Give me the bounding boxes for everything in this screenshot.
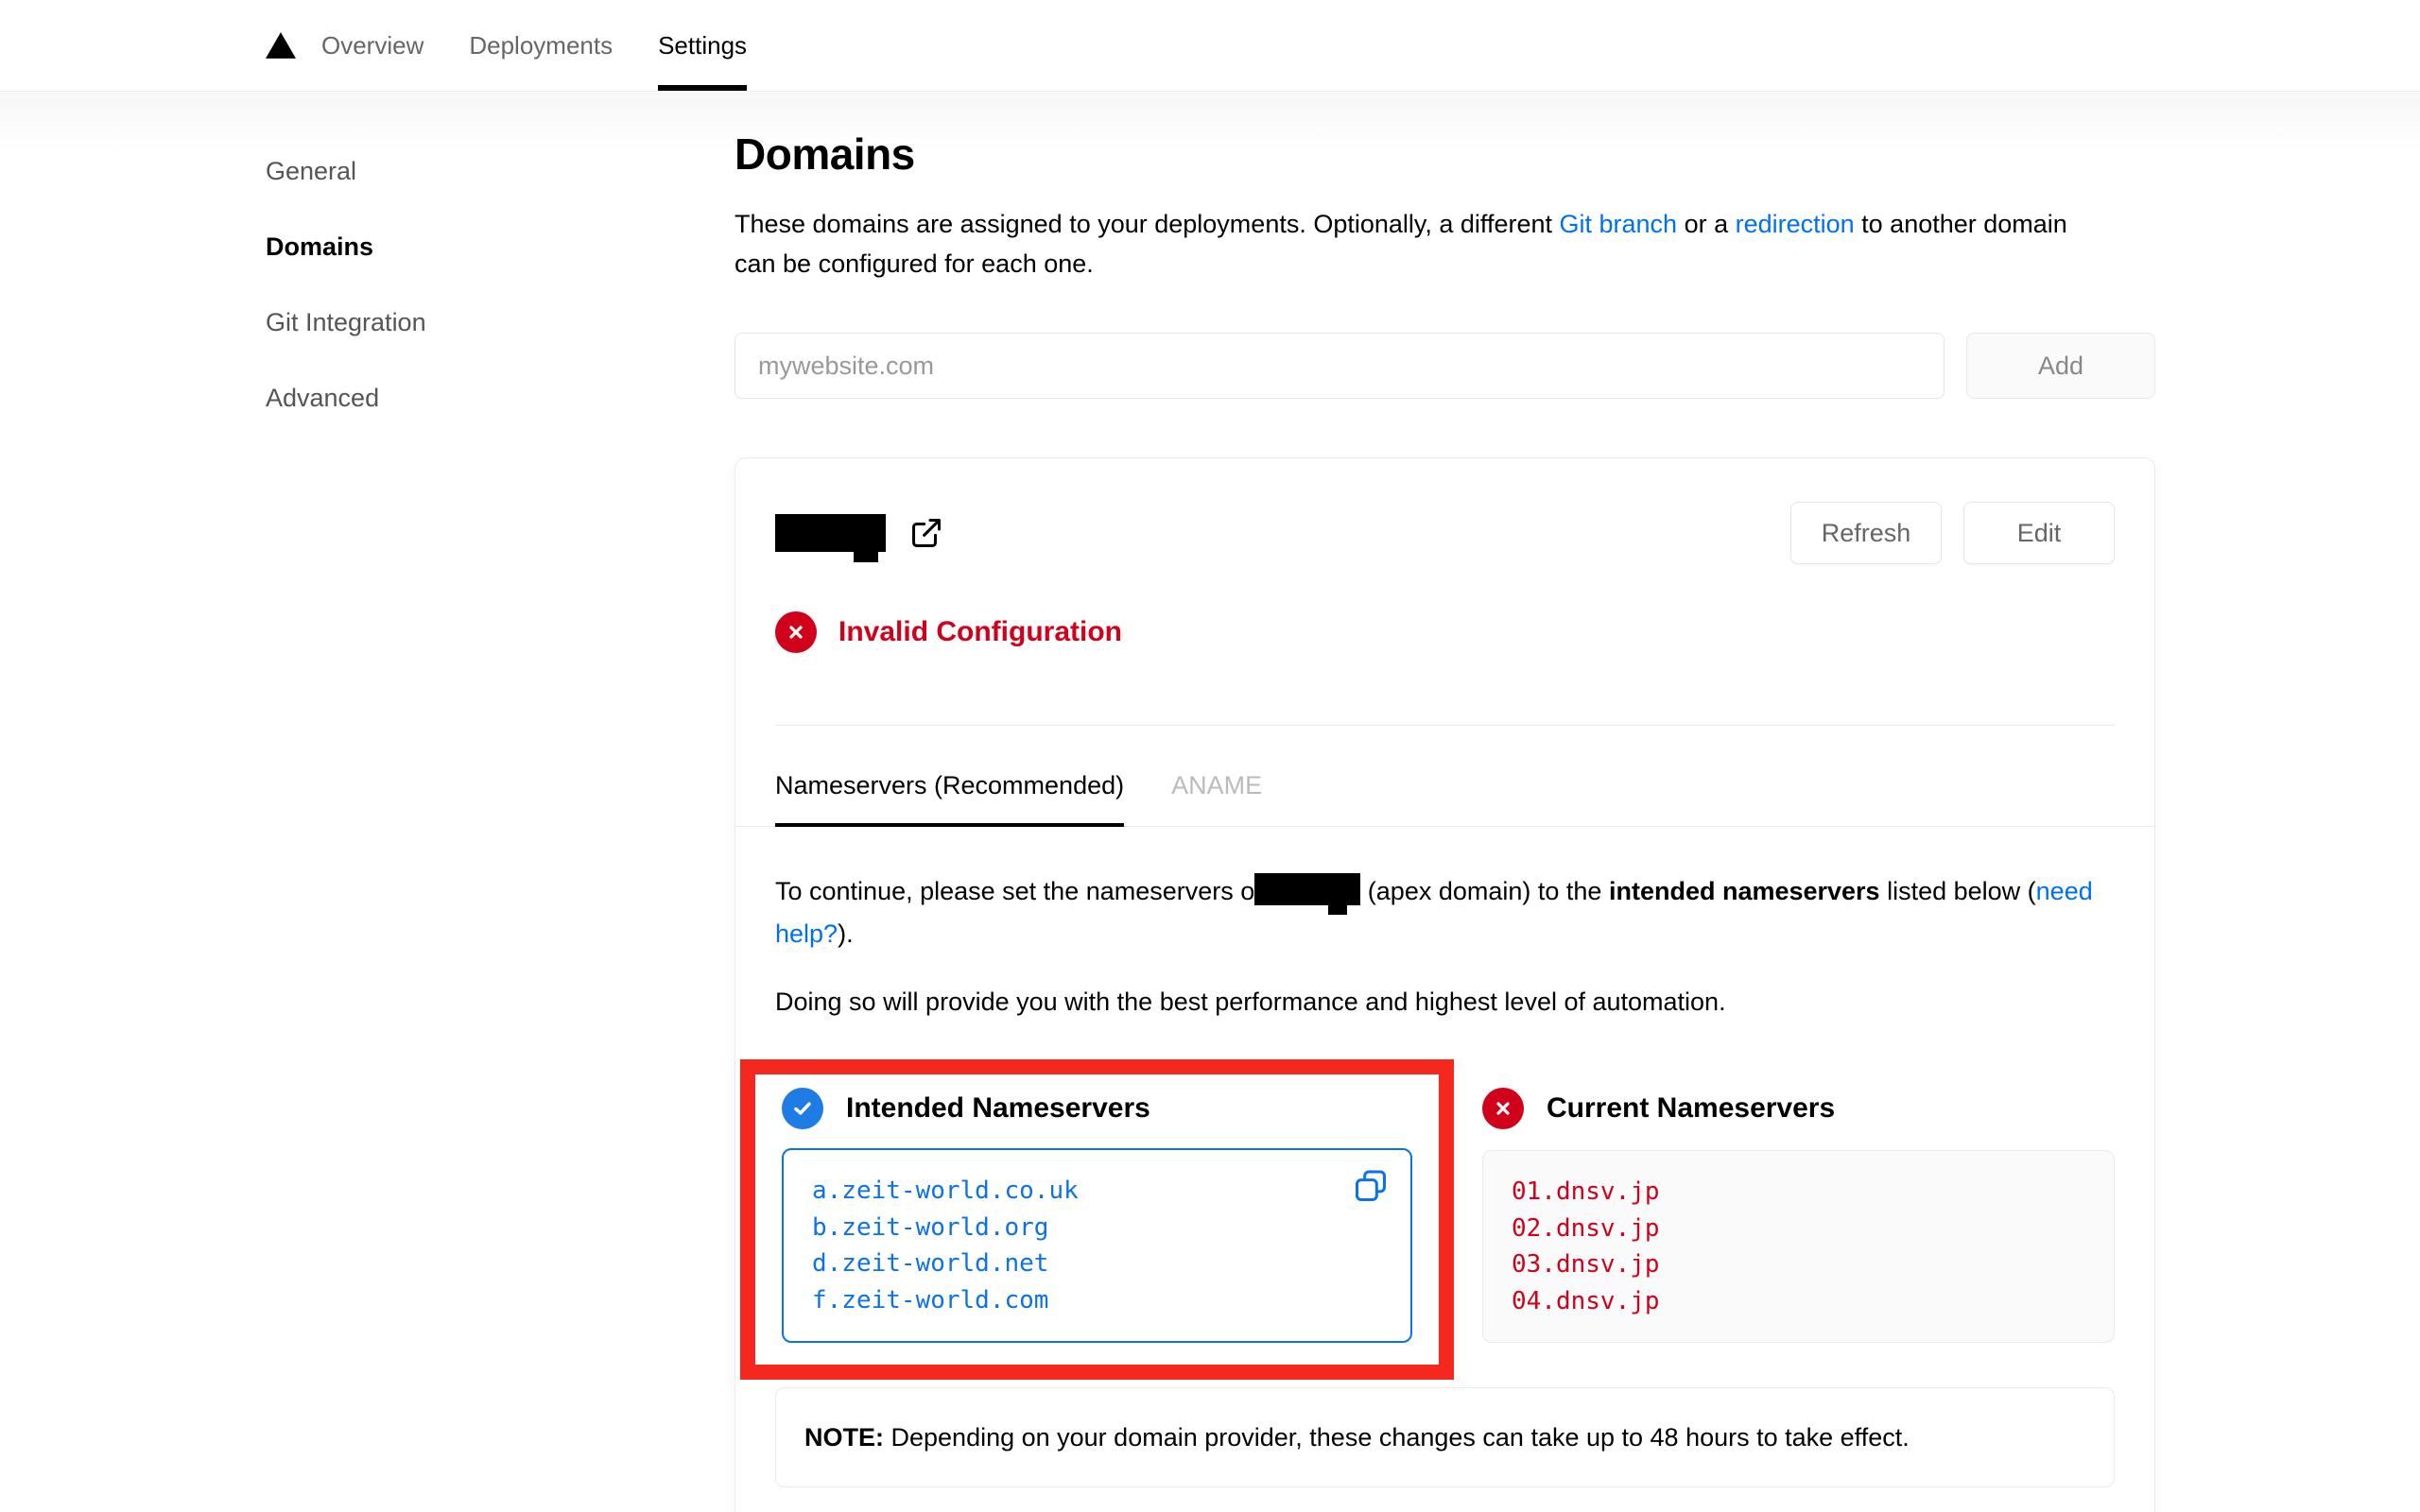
tab-aname[interactable]: ANAME <box>1171 771 1263 799</box>
refresh-button[interactable]: Refresh <box>1790 502 1942 564</box>
nameserver-columns <box>775 1059 2115 1380</box>
card-action-buttons <box>1790 502 2115 564</box>
status-label: Invalid Configuration <box>838 616 1122 647</box>
domain-row <box>775 502 2115 564</box>
intended-server: d.zeit-world.net <box>812 1249 1049 1278</box>
instructions-part-1: To continue, please set the nameservers o <box>775 877 1255 905</box>
current-nameservers-column <box>1482 1059 2115 1343</box>
top-nav <box>0 0 2420 92</box>
domains-description <box>735 204 2115 284</box>
nav-item-overview[interactable]: Overview <box>321 30 424 60</box>
card-body <box>735 870 2154 1487</box>
edit-button[interactable]: Edit <box>1963 502 2115 564</box>
note-text: Depending on your domain provider, these changes can take up to 48 hours to take effect. <box>884 1423 1910 1452</box>
description-text-3: to another domain can be configured for each one. <box>735 210 2067 278</box>
instructions-part-3: listed below ( <box>1879 877 2036 905</box>
intended-server: a.zeit-world.co.uk <box>812 1177 1079 1205</box>
domain-name-group <box>775 514 944 552</box>
sidebar-item-general[interactable]: General <box>266 157 357 185</box>
intended-nameservers-heading <box>782 1088 1412 1129</box>
tab-nameservers[interactable]: Nameservers (Recommended) <box>775 771 1124 827</box>
redacted-apex-domain <box>1254 873 1360 905</box>
external-link-icon[interactable] <box>908 515 944 551</box>
current-server: 03.dnsv.jp <box>1512 1250 1660 1279</box>
intended-server: b.zeit-world.org <box>812 1212 1049 1242</box>
copy-icon[interactable] <box>1352 1167 1390 1208</box>
need-help-link[interactable]: need help? <box>775 877 2093 948</box>
page-title: Domains <box>735 129 915 179</box>
check-circle-icon <box>782 1088 823 1129</box>
intended-server: f.zeit-world.com <box>812 1285 1049 1314</box>
instructions-text <box>775 870 2122 955</box>
vercel-triangle-icon[interactable] <box>263 0 299 91</box>
description-text-2: or a <box>1677 210 1736 238</box>
card-divider <box>775 725 2115 726</box>
current-server: 04.dnsv.jp <box>1512 1286 1660 1315</box>
domain-card <box>735 457 2155 1512</box>
nav-item-settings[interactable]: Settings <box>658 0 747 91</box>
automation-note: Doing so will provide you with the best performance and highest level of automation. <box>775 988 1726 1016</box>
configuration-status <box>775 611 2115 653</box>
nav-item-deployments[interactable]: Deployments <box>469 30 614 60</box>
redirection-link[interactable]: redirection <box>1735 210 1855 238</box>
settings-sidebar <box>266 155 663 457</box>
redacted-domain-name <box>775 514 886 552</box>
description-text-1: These domains are assigned to your deployments. Optionally, a different <box>735 210 1560 238</box>
git-branch-link[interactable]: Git branch <box>1559 210 1678 238</box>
x-circle-icon <box>775 611 817 653</box>
current-server: 01.dnsv.jp <box>1512 1177 1660 1206</box>
add-domain-row <box>735 333 2155 399</box>
current-nameservers-box <box>1482 1150 2115 1343</box>
domain-card-header <box>735 458 2154 726</box>
note-label: NOTE: <box>804 1423 884 1452</box>
sidebar-item-git-integration[interactable]: Git Integration <box>266 308 426 336</box>
current-server: 02.dnsv.jp <box>1512 1213 1660 1243</box>
nameserver-tabs <box>735 771 2154 827</box>
main-content <box>735 129 2155 1512</box>
current-nameservers-title: Current Nameservers <box>1547 1092 1836 1124</box>
add-domain-button[interactable]: Add <box>1966 333 2155 399</box>
instructions-bold: intended nameservers <box>1608 877 1880 905</box>
top-nav-items <box>321 0 747 91</box>
intended-nameservers-title: Intended Nameservers <box>846 1092 1150 1124</box>
x-circle-icon <box>1482 1088 1524 1129</box>
add-domain-input[interactable] <box>735 333 1945 399</box>
sidebar-item-domains[interactable]: Domains <box>266 232 374 261</box>
instructions-part-4: ). <box>838 919 854 948</box>
current-nameservers-heading <box>1482 1088 2115 1129</box>
intended-nameservers-box <box>782 1148 1412 1343</box>
red-annotation-highlight <box>740 1059 1454 1380</box>
redaction-descender <box>854 551 878 562</box>
sidebar-item-advanced[interactable]: Advanced <box>266 384 380 412</box>
redaction-descender <box>1328 904 1347 915</box>
instructions-part-2: (apex domain) to the <box>1360 877 1609 905</box>
note-box <box>775 1387 2115 1487</box>
